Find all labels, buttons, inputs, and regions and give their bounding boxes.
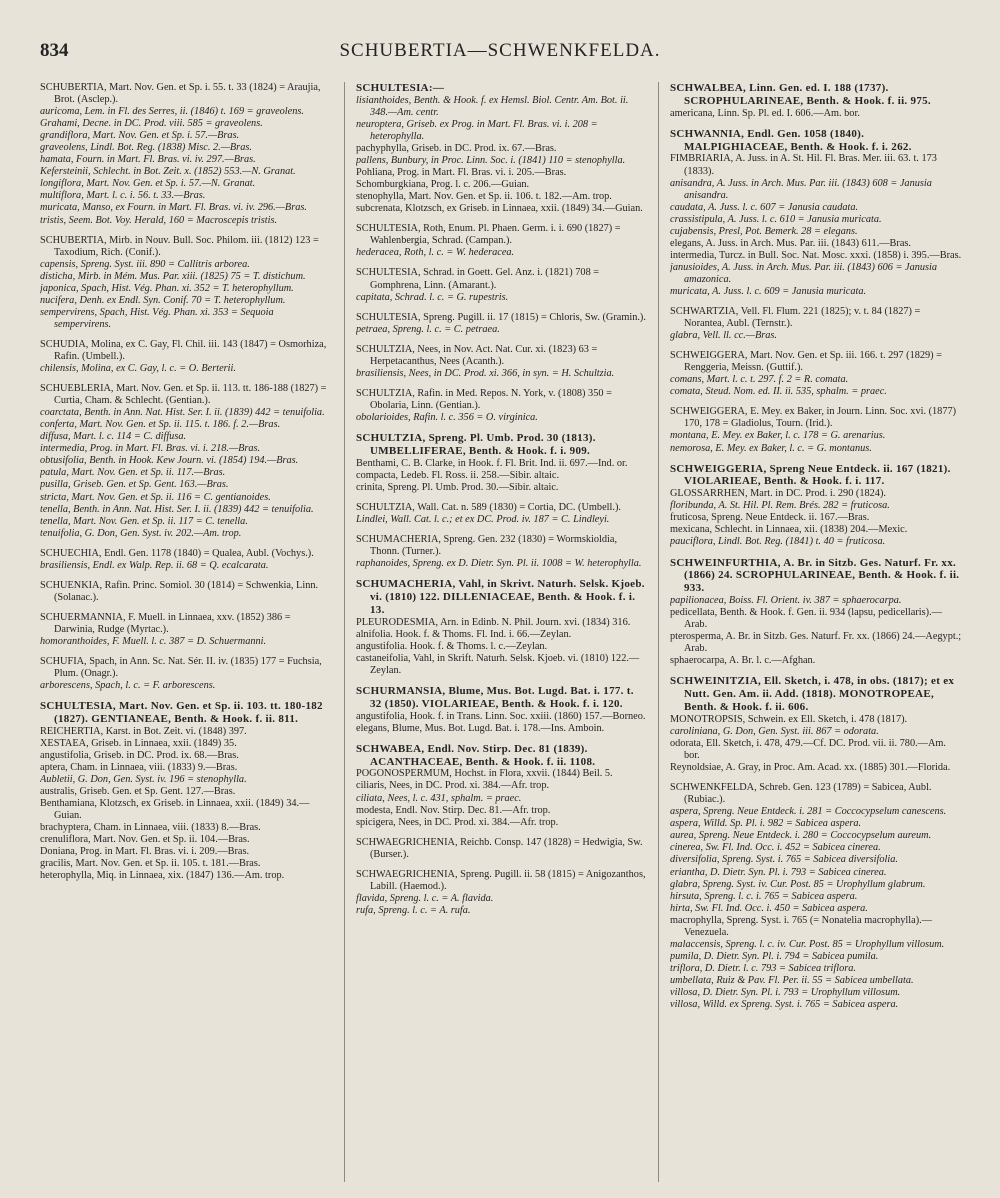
entry-heading: SCHWAEGRICHENIA, Reichb. Consp. 147 (1828) = Hedwigia, Sw. (Burser.). bbox=[356, 836, 643, 860]
entry-heading: SCHWEIGGERA, E. Mey. ex Baker, in Journ. Linn. Soc. xvi. (1877) 170, 178 = Gladiolus, Tourn. (Irid.). bbox=[670, 406, 957, 430]
entry-line: compacta, Ledeb. Fl. Ross. ii. 258.—Sibir. altaic. bbox=[356, 469, 560, 481]
entry-line: floribunda, A. St. Hil. Pl. Rem. Brés. 282 = fruticosa. bbox=[670, 500, 890, 512]
dictionary-entry bbox=[40, 339, 332, 375]
entry-heading: SCHUERMANNIA, F. Muell. in Linnaea, xxv. (1852) 386 = Darwinia, Rudge (Myrtac.). bbox=[40, 611, 291, 635]
entry-line: hirta, Sw. Fl. Ind. Occ. i. 450 = Sabicea aspera. bbox=[670, 902, 868, 914]
entry-line: triflora, D. Dietr. l. c. 793 = Sabicea triflora. bbox=[670, 962, 856, 974]
dictionary-entry bbox=[356, 344, 646, 380]
entry-heading: SCHWAEGRICHENIA, Spreng. Pugill. ii. 58 (1815) = Anigozanthos, Labill. (Haemod.). bbox=[356, 868, 646, 892]
entry-heading: SCHUBERTIA, Mirb. in Nouv. Bull. Soc. Philom. iii. (1812) 123 = Taxodium, Rich. (Conif.). bbox=[40, 234, 319, 258]
entry-heading: SCHWARTZIA, Vell. Fl. Flum. 221 (1825); v. t. 84 (1827) = Norantea, Aubl. (Ternstr.). bbox=[670, 306, 921, 330]
entry-line: elegans, Blume, Mus. Bot. Lugd. Bat. i. 178.—Ins. Amboin. bbox=[356, 722, 605, 734]
dictionary-entry bbox=[356, 388, 646, 424]
entry-line: glabra, Vell. ll. cc.—Bras. bbox=[670, 330, 777, 342]
entry-heading: SCHWEINFURTHIA, A. Br. in Sitzb. Ges. Naturf. Fr. xx. (1866) 24. SCROPHULARINEAE, Benth. & Hook. f. ii. 933. bbox=[670, 556, 960, 595]
entry-line: REICHERTIA, Karst. in Bot. Zeit. vi. (1848) 397. bbox=[40, 725, 247, 737]
entry-line: aspera, Willd. Sp. Pl. i. 982 = Sabicea aspera. bbox=[670, 818, 862, 830]
entry-line: janusioides, A. Juss. in Arch. Mus. Par. iii. (1843) 606 = Janusia amazonica. bbox=[670, 261, 938, 285]
dictionary-entry bbox=[40, 235, 332, 331]
entry-line: cinerea, Sw. Fl. Ind. Occ. i. 452 = Sabicea cinerea. bbox=[670, 842, 881, 854]
entry-line: Kefersteinii, Schlecht. in Bot. Zeit. x. (1852) 553.—N. Granat. bbox=[40, 166, 296, 178]
entry-heading: SCHWEIGGERIA, Spreng Neue Entdeck. ii. 167 (1821). VIOLARIEAE, Benth. & Hook. f. i. 117. bbox=[670, 462, 951, 488]
entry-line: cujabensis, Presl, Pot. Bemerk. 28 = elegans. bbox=[670, 225, 858, 237]
entry-heading: SCHULTESIA, Schrad. in Goett. Gel. Anz. i. (1821) 708 = Gomphrena, Linn. (Amarant.). bbox=[356, 267, 600, 291]
entry-line: pallens, Bunbury, in Proc. Linn. Soc. i. (1841) 110 = stenophylla. bbox=[356, 155, 626, 167]
entry-heading: SCHULTESIA, Spreng. Pugill. ii. 17 (1815) = Chloris, Sw. (Gramin.). bbox=[356, 311, 646, 323]
entry-line: capitata, Schrad. l. c. = G. rupestris. bbox=[356, 291, 509, 303]
entry-line: hederacea, Roth, l. c. = W. hederacea. bbox=[356, 247, 515, 259]
entry-line: nucifera, Denh. ex Endl. Syn. Conif. 70 = T. heterophyllum. bbox=[40, 294, 286, 306]
entry-line: XESTAEA, Griseb. in Linnaea, xxii. (1849) 35. bbox=[40, 737, 237, 749]
entry-line: sphaerocarpa, A. Br. l. c.—Afghan. bbox=[670, 655, 816, 667]
entry-heading: SCHULTZIA, Wall. Cat. n. 589 (1830) = Cortia, DC. (Umbell.). bbox=[356, 501, 621, 513]
entry-heading: SCHUDIA, Molina, ex C. Gay, Fl. Chil. iii. 143 (1847) = Osmorhiza, Rafin. (Umbell.). bbox=[40, 338, 327, 362]
entry-line: papilionacea, Boiss. Fl. Orient. iv. 387 = sphaerocarpa. bbox=[670, 595, 902, 607]
entry-line: heterophylla, Miq. in Linnaea, xix. (1847) 136.—Am. trop. bbox=[40, 870, 285, 882]
entry-line: elegans, A. Juss. in Arch. Mus. Par. iii. (1843) 611.—Bras. bbox=[670, 237, 912, 249]
dictionary-entry bbox=[356, 869, 646, 917]
entry-line: hamata, Fourn. in Mart. Fl. Bras. vi. iv. 297.—Bras. bbox=[40, 154, 256, 166]
entry-line: mexicana, Schlecht. in Linnaea, xii. (1838) 204.—Mexic. bbox=[670, 524, 908, 536]
entry-line: intermedia, Turcz. in Bull. Soc. Nat. Mosc. xxxi. (1858) i. 395.—Bras. bbox=[670, 249, 962, 261]
entry-line: alnifolia. Hook. f. & Thoms. Fl. Ind. i. 66.—Zeylan. bbox=[356, 628, 572, 640]
dictionary-entry bbox=[670, 406, 962, 454]
entry-line: patula, Mart. Nov. Gen. et Sp. ii. 117.—Bras. bbox=[40, 467, 226, 479]
dictionary-entry bbox=[40, 82, 332, 227]
dictionary-entry bbox=[356, 223, 646, 259]
entry-line: fruticosa, Spreng. Neue Entdeck. ii. 167.—Bras. bbox=[670, 512, 870, 524]
entry-line: POGONOSPERMUM, Hochst. in Flora, xxvii. (1844) Beil. 5. bbox=[356, 768, 613, 780]
entry-line: comans, Mart. l. c. t. 297. f. 2 = R. comata. bbox=[670, 374, 849, 386]
dictionary-entry bbox=[356, 502, 646, 526]
dictionary-entry bbox=[356, 578, 646, 677]
entry-line: Grahami, Decne. in DC. Prod. viii. 585 = graveolens. bbox=[40, 118, 263, 130]
entry-line: stenophylla, Mart. Nov. Gen. et Sp. ii. 106. t. 182.—Am. trop. bbox=[356, 191, 612, 203]
column-rule bbox=[658, 82, 659, 1182]
entry-line: muricata, Manso, ex Fourn. in Mart. Fl. Bras. vi. iv. 296.—Bras. bbox=[40, 202, 307, 214]
entry-line: Reynoldsiae, A. Gray, in Proc. Am. Acad. xx. (1885) 301.—Florida. bbox=[670, 762, 951, 774]
entry-line: caudata, A. Juss. l. c. 607 = Janusia caudata. bbox=[670, 201, 859, 213]
dictionary-entry bbox=[356, 432, 646, 494]
entry-line: tristis, Seem. Bot. Voy. Herald, 160 = Macroscepis tristis. bbox=[40, 214, 278, 226]
entry-line: aurea, Spreng. Neue Entdeck. i. 280 = Coccocypselum aureum. bbox=[670, 830, 932, 842]
entry-line: auricoma, Lem. in Fl. des Serres, ii. (1846) t. 169 = graveolens. bbox=[40, 106, 304, 118]
entry-line: capensis, Spreng. Syst. iii. 890 = Callitris arborea. bbox=[40, 258, 250, 270]
entry-line: caroliniana, G. Don, Gen. Syst. iii. 867 = odorata. bbox=[670, 726, 879, 737]
entry-line: subcrenata, Klotzsch, ex Griseb. in Linnaea, xxii. (1849) 34.—Guian. bbox=[356, 203, 643, 215]
entry-line: villosa, Willd. ex Spreng. Syst. i. 765 = Sabicea aspera. bbox=[670, 999, 899, 1011]
entry-line: nemorosa, E. Mey. ex Baker, l. c. = G. montanus. bbox=[670, 442, 872, 454]
entry-line: tenella, Benth. in Ann. Nat. Hist. Ser. I. ii. (1839) 442 = tenuifolia. bbox=[40, 503, 314, 515]
entry-line: macrophylla, Spreng. Syst. i. 765 (= Nonatelia macrophylla).—Venezuela. bbox=[670, 914, 933, 938]
entry-line: comata, Steud. Nom. ed. II. ii. 535, sphalm. = praec. bbox=[670, 386, 887, 398]
entry-line: eriantha, D. Dietr. Syn. Pl. i. 793 = Sabicea cinerea. bbox=[670, 866, 887, 878]
entry-line: gracilis, Mart. Nov. Gen. et Sp. ii. 105. t. 181.—Bras. bbox=[40, 858, 261, 870]
entry-line: pumila, D. Dietr. Syn. Pl. i. 794 = Sabicea pumila. bbox=[670, 950, 879, 962]
entry-heading: SCHWALBEA, Linn. Gen. ed. I. 188 (1737). SCROPHULARINEAE, Benth. & Hook. f. ii. 975. bbox=[670, 82, 931, 107]
entry-line: aspera, Spreng. Neue Entdeck. i. 281 = Coccocypselum canescens. bbox=[670, 806, 947, 818]
entry-line: hirsuta, Spreng. l. c. i. 765 = Sabicea aspera. bbox=[670, 890, 858, 902]
entry-line: Pohliana, Prog. in Mart. Fl. Bras. vi. i. 205.—Bras. bbox=[356, 167, 567, 179]
running-title: SCHUBERTIA—SCHWENKFELDA. bbox=[339, 40, 661, 61]
dictionary-entry bbox=[40, 700, 332, 882]
entry-line: pterosperma, A. Br. in Sitzb. Ges. Naturf. Fr. xx. (1866) 24.—Aegypt.; Arab. bbox=[670, 631, 962, 655]
entry-heading: SCHUMACHERIA, Spreng. Gen. 232 (1830) = Wormskioldia, Thonn. (Turner.). bbox=[356, 533, 618, 557]
dictionary-entry bbox=[670, 557, 962, 668]
entry-line: brachyptera, Cham. in Linnaea, viii. (1833) 8.—Bras. bbox=[40, 822, 261, 834]
entry-line: chilensis, Molina, ex C. Gay, l. c. = O. Berterii. bbox=[40, 363, 236, 375]
entry-line: Aubletii, G. Don, Gen. Syst. iv. 196 = stenophylla. bbox=[40, 774, 247, 786]
entry-line: intermedia, Prog. in Mart. Fl. Bras. vi. i. 218.—Bras. bbox=[40, 443, 261, 455]
entry-line: pusilla, Griseb. Gen. et Sp. Gent. 163.—Bras. bbox=[40, 479, 229, 491]
entry-line: crinita, Spreng. Pl. Umb. Prod. 30.—Sibir. altaic. bbox=[356, 481, 559, 493]
dictionary-entry bbox=[356, 743, 646, 829]
entry-heading: SCHWABEA, Endl. Nov. Stirp. Dec. 81 (1839). ACANTHACEAE, Benth. & Hook. f. ii. 1108. bbox=[356, 742, 596, 768]
entry-heading: SCHUECHIA, Endl. Gen. 1178 (1840) = Qualea, Aubl. (Vochys.). bbox=[40, 547, 314, 559]
entry-line: flavida, Spreng. l. c. = A. flavida. bbox=[356, 892, 494, 904]
entry-heading: SCHWEINITZIA, Ell. Sketch, i. 478, in obs. (1817); et ex Nutt. Gen. Am. ii. Add. (1818). MONOTROPEAE, Benth. & Hook. f. ii. 606. bbox=[670, 675, 955, 714]
entry-line: rufa, Spreng. l. c. = A. rufa. bbox=[356, 904, 471, 916]
entry-line: longiflora, Mart. Nov. Gen. et Sp. i. 57.—N. Granat. bbox=[40, 178, 256, 190]
entry-line: aptera, Cham. in Linnaea, viii. (1833) 9.—Bras. bbox=[40, 762, 238, 774]
entry-line: malaccensis, Spreng. l. c. iv. Cur. Post. 85 = Urophyllum villosum. bbox=[670, 938, 945, 950]
entry-line: pedicellata, Benth. & Hook. f. Gen. ii. 934 (lapsu, pedicellaris).—Arab. bbox=[670, 607, 942, 631]
entry-heading: SCHURMANSIA, Blume, Mus. Bot. Lugd. Bat. i. 177. t. 32 (1850). VIOLARIEAE, Benth. & Hook. f. i. 120. bbox=[356, 684, 634, 710]
entry-line: castaneifolia, Vahl, in Skrift. Naturh. Selsk. Kjoeb. vi. (1810) 122.—Zeylan. bbox=[356, 652, 640, 676]
entry-line: muricata, A. Juss. l. c. 609 = Janusia muricata. bbox=[670, 286, 867, 297]
column-rule bbox=[344, 82, 345, 1182]
entry-line: GLOSSARRHEN, Mart. in DC. Prod. i. 290 (1824). bbox=[670, 488, 886, 500]
entry-heading: SCHWANNIA, Endl. Gen. 1058 (1840). MALPIGHIACEAE, Benth. & Hook. f. i. 262. bbox=[670, 127, 912, 153]
entry-line: montana, E. Mey. ex Baker, l. c. 178 = G. arenarius. bbox=[670, 430, 886, 442]
dictionary-entry bbox=[670, 128, 962, 298]
entry-line: australis, Griseb. Gen. et Sp. Gent. 127.—Bras. bbox=[40, 786, 236, 798]
dictionary-entry bbox=[40, 548, 332, 572]
entry-line: neuroptera, Griseb. ex Prog. in Mart. Fl. Bras. vi. i. 208 = heterophylla. bbox=[356, 118, 598, 142]
column-left bbox=[40, 82, 332, 1192]
entry-line: ciliata, Nees, l. c. 431, sphalm. = praec. bbox=[356, 792, 522, 804]
entry-heading: SCHUEBLERIA, Mart. Nov. Gen. et Sp. ii. 113. tt. 186-188 (1827) = Curtia, Cham. & Schlecht. (Gentian.). bbox=[40, 383, 327, 407]
dictionary-entry bbox=[670, 306, 962, 342]
entry-line: multiflora, Mart. l. c. i. 56. t. 33.—Bras. bbox=[40, 190, 206, 202]
page-number: 834 bbox=[40, 40, 69, 61]
entry-heading: SCHULTZIA, Nees, in Nov. Act. Nat. Cur. xi. (1823) 63 = Herpetacanthus, Nees (Acanth.). bbox=[356, 343, 598, 367]
entry-line: anisandra, A. Juss. in Arch. Mus. Par. iii. (1843) 608 = Janusia anisandra. bbox=[670, 177, 932, 201]
entry-line: diffusa, Mart. l. c. 114 = C. diffusa. bbox=[40, 431, 187, 443]
entry-heading: SCHUMACHERIA, Vahl, in Skrivt. Naturh. Selsk. Kjoeb. vi. (1810) 122. DILLENIACEAE, Benth. & Hook. f. i. 13. bbox=[356, 578, 645, 616]
entry-line: grandiflora, Mart. Nov. Gen. et Sp. i. 57.—Bras. bbox=[40, 130, 240, 142]
dictionary-entry bbox=[670, 350, 962, 398]
entry-heading: SCHWEIGGERA, Mart. Nov. Gen. et Sp. iii. 166. t. 297 (1829) = Renggeria, Meissn. (Guttif.). bbox=[670, 350, 942, 374]
entry-line: crassistipula, A. Juss. l. c. 610 = Janusia muricata. bbox=[670, 213, 882, 225]
entry-line: homoranthoides, F. Muell. l. c. 387 = D. Schuermanni. bbox=[40, 635, 267, 647]
entry-line: pachyphylla, Griseb. in DC. Prod. ix. 67.—Bras. bbox=[356, 143, 557, 155]
page-header bbox=[0, 40, 1000, 68]
entry-line: diversifolia, Spreng. Syst. i. 765 = Sabicea diversifolia. bbox=[670, 854, 898, 866]
entry-line: sempervirens, Spach, Hist. Vég. Phan. xi. 353 = Sequoia sempervirens. bbox=[40, 306, 274, 330]
dictionary-entry bbox=[356, 267, 646, 303]
entry-heading: SCHUENKIA, Rafin. Princ. Somiol. 30 (1814) = Schwenkia, Linn. (Solanac.). bbox=[40, 579, 319, 603]
entry-line: Benthami, C. B. Clarke, in Hook. f. Fl. Brit. Ind. ii. 697.—Ind. or. bbox=[356, 457, 628, 469]
entry-line: villosa, D. Dietr. Syn. Pl. i. 793 = Urophyllum villosum. bbox=[670, 986, 901, 998]
entry-line: angustifolia, Griseb. in DC. Prod. ix. 68.—Bras. bbox=[40, 749, 239, 761]
entry-line: tenuifolia, G. Don, Gen. Syst. iv. 202.—Am. trop. bbox=[40, 527, 242, 539]
entry-line: stricta, Mart. Nov. Gen. et Sp. ii. 116 = C. gentianoides. bbox=[40, 491, 271, 503]
entry-heading: SCHULTESIA:— bbox=[356, 82, 445, 94]
entry-line: obtusifolia, Benth. in Hook. Kew Journ. vi. (1854) 194.—Bras. bbox=[40, 455, 299, 467]
dictionary-entry bbox=[40, 612, 332, 648]
entry-heading: SCHUFIA, Spach, in Ann. Sc. Nat. Sér. II. iv. (1835) 177 = Fuchsia, Plum. (Onagr.). bbox=[40, 656, 322, 680]
entry-line: pauciflora, Lindl. Bot. Reg. (1841) t. 40 = fruticosa. bbox=[670, 536, 886, 548]
entry-line: Schomburgkiana, Prog. l. c. 206.—Guian. bbox=[356, 179, 530, 191]
dictionary-entry bbox=[670, 82, 962, 120]
entry-heading: SCHULTZIA, Spreng. Pl. Umb. Prod. 30 (1813). UMBELLIFERAE, Benth. & Hook. f. i. 909. bbox=[356, 431, 596, 457]
dictionary-entry bbox=[40, 656, 332, 692]
entry-line: conferta, Mart. Nov. Gen. et Sp. ii. 115. t. 186. f. 2.—Bras. bbox=[40, 419, 281, 431]
entry-line: Benthamiana, Klotzsch, ex Griseb. in Linnaea, xxii. (1849) 34.—Guian. bbox=[40, 798, 310, 822]
entry-heading: SCHULTZIA, Rafin. in Med. Repos. N. York, v. (1808) 350 = Obolaria, Linn. (Gentian.). bbox=[356, 387, 612, 411]
dictionary-entry bbox=[40, 580, 332, 604]
entry-line: japonica, Spach, Hist. Vég. Phan. xi. 352 = T. heterophyllum. bbox=[40, 282, 294, 294]
entry-heading: SCHWENKFELDA, Schreb. Gen. 123 (1789) = Sabicea, Aubl. (Rubiac.). bbox=[670, 782, 932, 806]
entry-line: obolarioides, Rafin. l. c. 356 = O. virginica. bbox=[356, 411, 538, 423]
entry-line: graveolens, Lindl. Bot. Reg. (1838) Misc. 2.—Bras. bbox=[40, 142, 252, 154]
entry-line: arborescens, Spach, l. c. = F. arborescens. bbox=[40, 680, 216, 692]
entry-line: coarctata, Benth. in Ann. Nat. Hist. Ser. I. ii. (1839) 442 = tenuifolia. bbox=[40, 407, 325, 419]
entry-heading: SCHULTESIA, Roth, Enum. Pl. Phaen. Germ. i. i. 690 (1827) = Wahlenbergia, Schrad. (Campan.). bbox=[356, 223, 621, 247]
dictionary-entry bbox=[356, 82, 646, 215]
entry-line: Lindlei, Wall. Cat. l. c.; et ex DC. Prod. iv. 187 = C. Lindleyi. bbox=[356, 513, 610, 525]
dictionary-entry bbox=[670, 675, 962, 774]
entry-line: modesta, Endl. Nov. Stirp. Dec. 81.—Afr. trop. bbox=[356, 804, 551, 816]
entry-line: umbellata, Ruiz & Pav. Fl. Per. ii. 55 = Sabicea umbellata. bbox=[670, 974, 914, 986]
dictionary-entry bbox=[356, 685, 646, 735]
dictionary-entry bbox=[670, 463, 962, 549]
entry-line: ciliaris, Nees, in DC. Prod. xi. 384.—Afr. trop. bbox=[356, 780, 550, 792]
entry-line: spicigera, Nees, in DC. Prod. xi. 384.—Afr. trop. bbox=[356, 816, 559, 828]
entry-line: tenella, Mart. Nov. Gen. et Sp. ii. 117 = C. tenella. bbox=[40, 515, 248, 527]
entry-line: disticha, Mirb. in Mém. Mus. Par. xiii. (1825) 75 = T. distichum. bbox=[40, 270, 306, 282]
dictionary-entry bbox=[40, 383, 332, 540]
entry-line: PLEURODESMIA, Arn. in Edinb. N. Phil. Journ. xvi. (1834) 316. bbox=[356, 616, 631, 628]
entry-line: MONOTROPSIS, Schwein. ex Ell. Sketch, i. 478 (1817). bbox=[670, 713, 908, 725]
entry-line: americana, Linn. Sp. Pl. ed. I. 606.—Am. bor. bbox=[670, 107, 860, 119]
dictionary-entry bbox=[670, 782, 962, 1011]
dictionary-entry bbox=[356, 312, 646, 336]
entry-line: odorata, Ell. Sketch, i. 478, 479.—Cf. DC. Prod. vii. ii. 780.—Am. bor. bbox=[670, 738, 946, 762]
entry-line: angustifolia, Hook. f. in Trans. Linn. Soc. xxiii. (1860) 157.—Borneo. bbox=[356, 710, 646, 722]
entry-heading: SCHULTESIA, Mart. Nov. Gen. et Sp. ii. 103. tt. 180-182 (1827). GENTIANEAE, Benth. & Hook. f. ii. 811. bbox=[40, 700, 323, 726]
entry-line: crenuliflora, Mart. Nov. Gen. et Sp. ii. 104.—Bras. bbox=[40, 834, 250, 846]
entry-heading: SCHUBERTIA, Mart. Nov. Gen. et Sp. i. 55. t. 33 (1824) = Araujia, Brot. (Asclep.). bbox=[40, 82, 321, 106]
column-right bbox=[670, 82, 962, 1192]
dictionary-entry bbox=[356, 534, 646, 570]
dictionary-entry bbox=[356, 837, 646, 861]
entry-line: angustifolia. Hook. f. & Thoms. l. c.—Zeylan. bbox=[356, 640, 548, 652]
column-middle bbox=[356, 82, 646, 1192]
entry-line: brasiliensis, Endl. ex Walp. Rep. ii. 68 = Q. ecalcarata. bbox=[40, 559, 269, 571]
entry-line: petraea, Spreng. l. c. = C. petraea. bbox=[356, 323, 500, 335]
entry-line: Doniana, Prog. in Mart. Fl. Bras. vi. i. 209.—Bras. bbox=[40, 846, 250, 858]
entry-line: glabra, Spreng. Syst. iv. Cur. Post. 85 = Urophyllum glabrum. bbox=[670, 878, 926, 890]
entry-line: raphanoides, Spreng. ex D. Dietr. Syn. Pl. ii. 1008 = W. heterophylla. bbox=[356, 558, 642, 570]
entry-line: lisianthoides, Benth. & Hook. f. ex Hemsl. Biol. Centr. Am. Bot. ii. 348.—Am. centr. bbox=[356, 94, 629, 118]
entry-line: brasiliensis, Nees, in DC. Prod. xi. 366, in syn. = H. Schultzia. bbox=[356, 367, 615, 379]
entry-line: FIMBRIARIA, A. Juss. in A. St. Hil. Fl. Bras. Mer. iii. 63. t. 173 (1833). bbox=[670, 153, 937, 177]
